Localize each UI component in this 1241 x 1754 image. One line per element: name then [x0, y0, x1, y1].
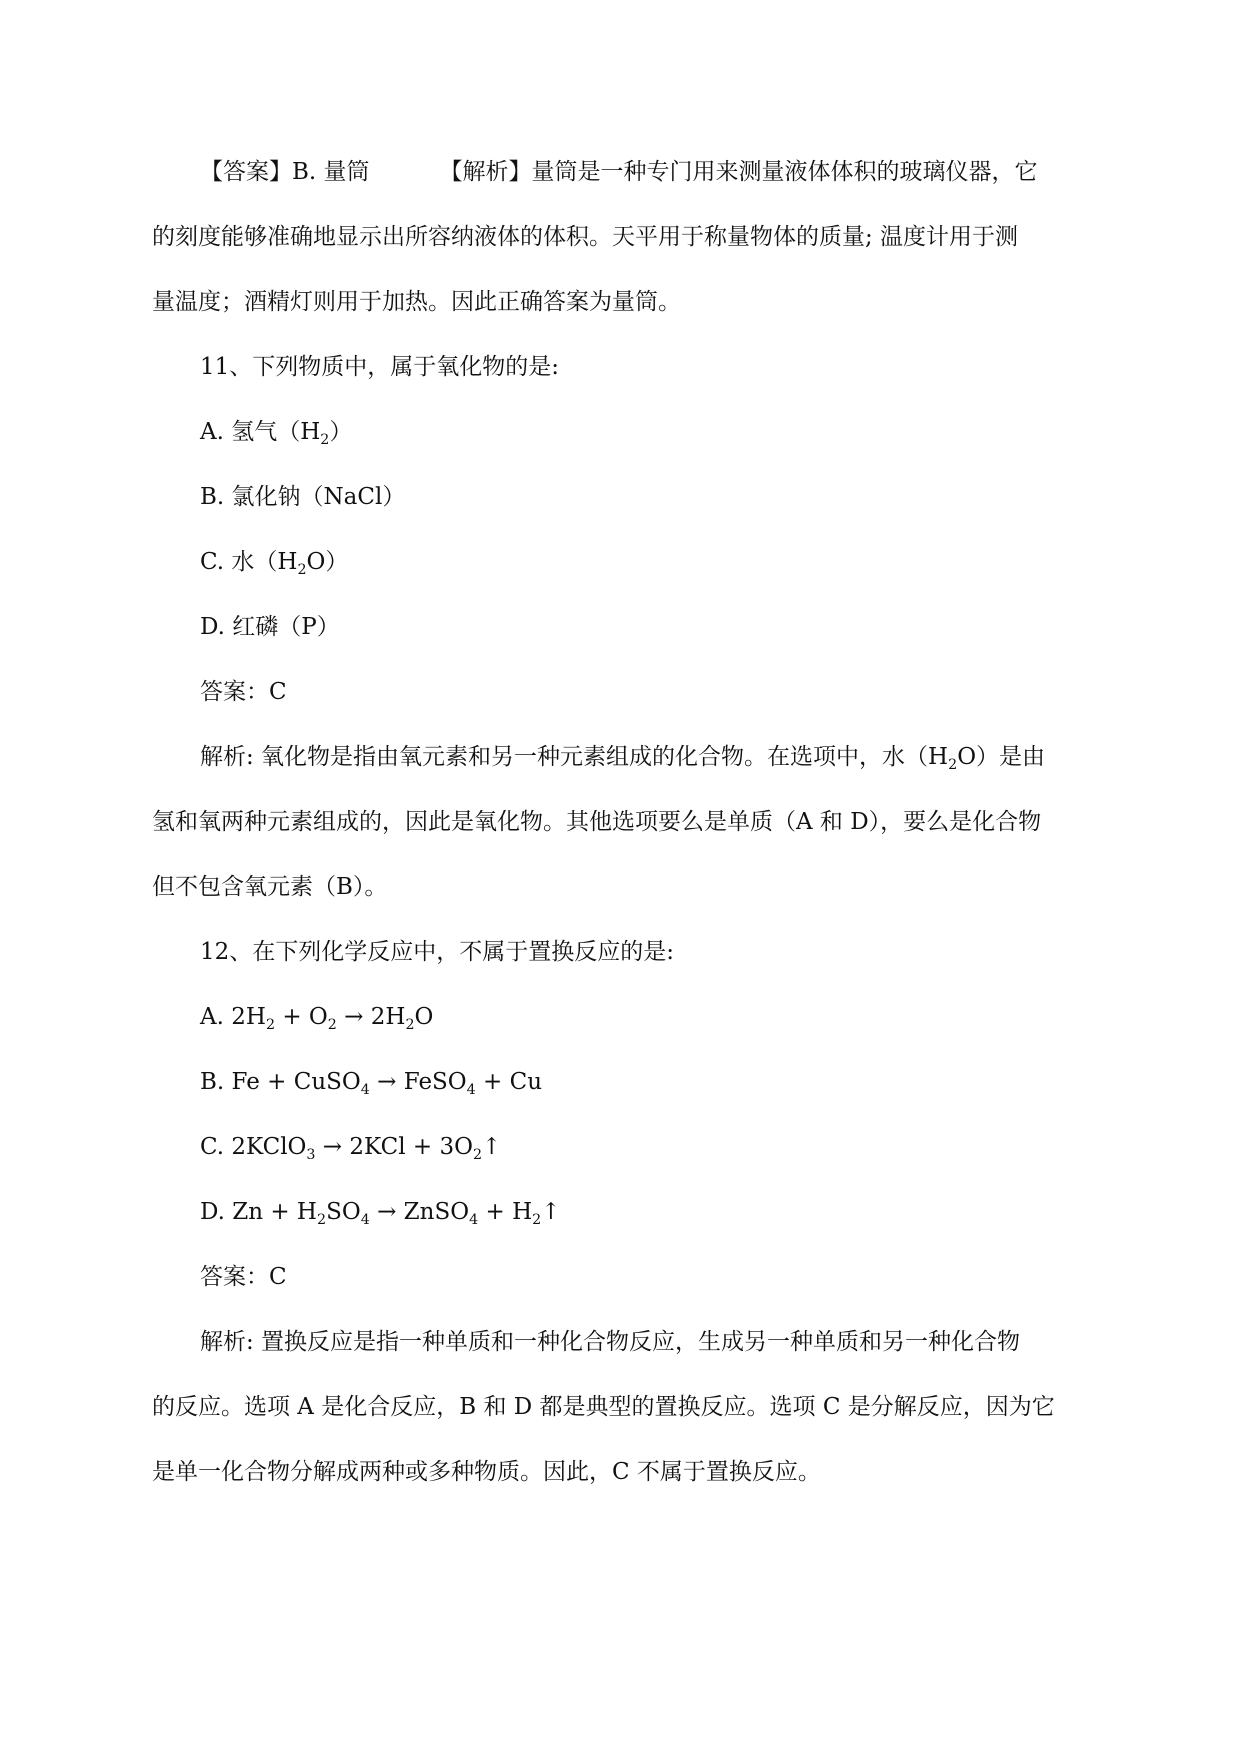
- prev-analysis-text-3: 量温度；酒精灯则用于加热。因此正确答案为量筒。: [152, 289, 681, 315]
- text-segment: B. Fe + CuSO: [200, 1069, 361, 1095]
- subscript: 2: [320, 431, 330, 448]
- q11-answer: 答案：C: [200, 679, 287, 705]
- text-segment: O）是由: [957, 744, 1046, 770]
- q12-option-c: [152, 1115, 1092, 1180]
- text-segment: A. 2H: [200, 1004, 266, 1030]
- text-segment: C. 2KClO: [200, 1134, 307, 1160]
- document-page: [152, 140, 1092, 1505]
- q11-analysis-line-1: [152, 725, 1092, 790]
- text-segment: → 2KCl + 3O: [315, 1134, 473, 1160]
- text-segment: C. 水（H: [200, 549, 298, 575]
- subscript: 2: [265, 1016, 276, 1033]
- q12-option-b: [152, 1050, 1092, 1115]
- text-segment: → 2H: [336, 1004, 406, 1030]
- text-segment: ↑: [482, 1134, 502, 1160]
- text-segment: O: [414, 1004, 434, 1030]
- q12-option-d: [152, 1180, 1092, 1245]
- text-segment: ）: [329, 419, 353, 445]
- text-segment: + Cu: [475, 1069, 543, 1095]
- q11-option-b: B. 氯化钠（NaCl）: [200, 484, 406, 510]
- text-segment: + H: [478, 1199, 533, 1225]
- subscript: 4: [360, 1211, 370, 1228]
- prev-answer-label: 【答案】B. 量筒: [200, 159, 370, 185]
- q12-analysis-line-2: 的反应。选项 A 是化合反应，B 和 D 都是典型的置换反应。选项 C 是分解反应，因为它: [152, 1394, 1055, 1420]
- q11-option-a: [152, 400, 1092, 465]
- subscript: 2: [532, 1211, 542, 1228]
- text-segment: SO: [326, 1199, 361, 1225]
- text-segment: A. 氢气（H: [200, 419, 321, 445]
- q12-analysis-line-3: 是单一化合物分解成两种或多种物质。因此，C 不属于置换反应。: [152, 1459, 821, 1485]
- q11-option-d: D. 红磷（P）: [200, 614, 340, 640]
- text-segment: → ZnSO: [369, 1199, 470, 1225]
- q12-analysis-line-1: 解析: 置换反应是指一种单质和一种化合物反应，生成另一种单质和另一种化合物: [200, 1329, 1021, 1355]
- text-segment: → FeSO: [369, 1069, 467, 1095]
- subscript: 4: [469, 1211, 479, 1228]
- text-segment: D. Zn + H: [200, 1199, 317, 1225]
- prev-analysis-label: 【解析】: [439, 159, 532, 185]
- q12-option-a: [152, 985, 1092, 1050]
- subscript: 4: [360, 1081, 370, 1098]
- subscript: 2: [948, 756, 958, 773]
- subscript: 3: [306, 1146, 316, 1163]
- text-segment: + O: [275, 1004, 328, 1030]
- q11-analysis-line-3: 但不包含氧元素（B）。: [152, 874, 388, 900]
- q11-analysis-line-2: 氢和氧两种元素组成的，因此是氧化物。其他选项要么是单质（A 和 D），要么是化合物: [152, 809, 1042, 835]
- text-segment: O）: [306, 549, 349, 575]
- subscript: 2: [405, 1016, 415, 1033]
- q12-answer: 答案：C: [200, 1264, 287, 1290]
- subscript: 4: [466, 1081, 476, 1098]
- subscript: 2: [297, 561, 307, 578]
- subscript: 2: [472, 1146, 483, 1163]
- q11-option-c: [152, 530, 1092, 595]
- q12-stem: 12、在下列化学反应中，不属于置换反应的是:: [200, 939, 675, 965]
- prev-answer-line-1: [152, 140, 1092, 205]
- prev-analysis-text-2: 的刻度能够准确地显示出所容纳液体的体积。天平用于称量物体的质量; 温度计用于测: [152, 224, 1019, 250]
- subscript: 2: [327, 1016, 337, 1033]
- q11-stem: 11、下列物质中，属于氧化物的是:: [200, 354, 560, 380]
- prev-analysis-text-1: 量筒是一种专门用来测量液体体积的玻璃仪器，它: [531, 159, 1038, 185]
- text-segment: ↑: [541, 1199, 561, 1225]
- text-segment: 解析: 氧化物是指由氧元素和另一种元素组成的化合物。在选项中，水（H: [200, 744, 949, 770]
- subscript: 2: [317, 1211, 327, 1228]
